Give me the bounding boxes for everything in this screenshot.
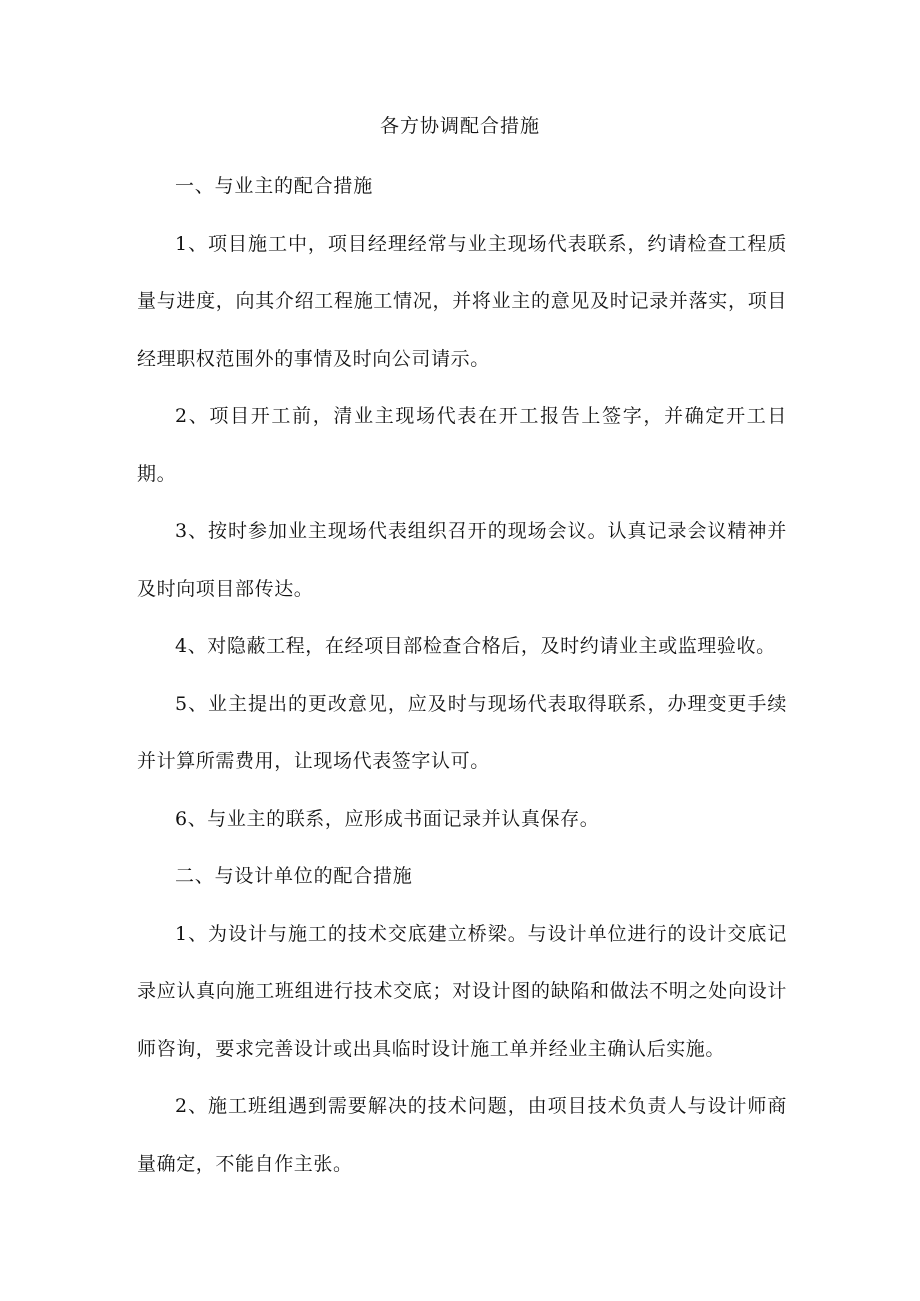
owner-measure-4: 4、对隐蔽工程，在经项目部检查合格后，及时约请业主或监理验收。 — [175, 635, 776, 657]
design-measure-1: 1、为设计与施工的技术交底建立桥梁。与设计单位进行的设计交底记录应认真向施工班组进行技术交底；对设计图的缺陷和做法不明之处向设计师咨询，要求完善设计或出具临时设计施工单并经业主确认后实施。 — [137, 922, 787, 1060]
design-measure-2: 2、施工班组遇到需要解决的技术问题，由项目技术负责人与设计师商量确定，不能自作主张。 — [137, 1095, 787, 1175]
document-title: 各方协调配合措施 — [379, 115, 540, 137]
document-body — [137, 158, 787, 1193]
owner-measure-3: 3、按时参加业主现场代表组织召开的现场会议。认真记录会议精神并及时向项目部传达。 — [137, 520, 787, 600]
owner-measure-5: 5、业主提出的更改意见，应及时与现场代表取得联系，办理变更手续并计算所需费用，让现场代表签字认可。 — [137, 692, 787, 772]
section-heading-owner-coordination: 一、与业主的配合措施 — [175, 175, 374, 197]
section-heading-design-coordination: 二、与设计单位的配合措施 — [175, 865, 413, 887]
owner-measure-6: 6、与业主的联系，应形成书面记录并认真保存。 — [175, 807, 600, 830]
owner-measure-1: 1、项目施工中，项目经理经常与业主现场代表联系，约请检查工程质量与进度，向其介绍工程施工情况，并将业主的意见及时记录并落实，项目经理职权范围外的事情及时向公司请示。 — [137, 232, 787, 370]
owner-measure-2: 2、项目开工前，清业主现场代表在开工报告上签字，并确定开工日期。 — [137, 405, 787, 485]
